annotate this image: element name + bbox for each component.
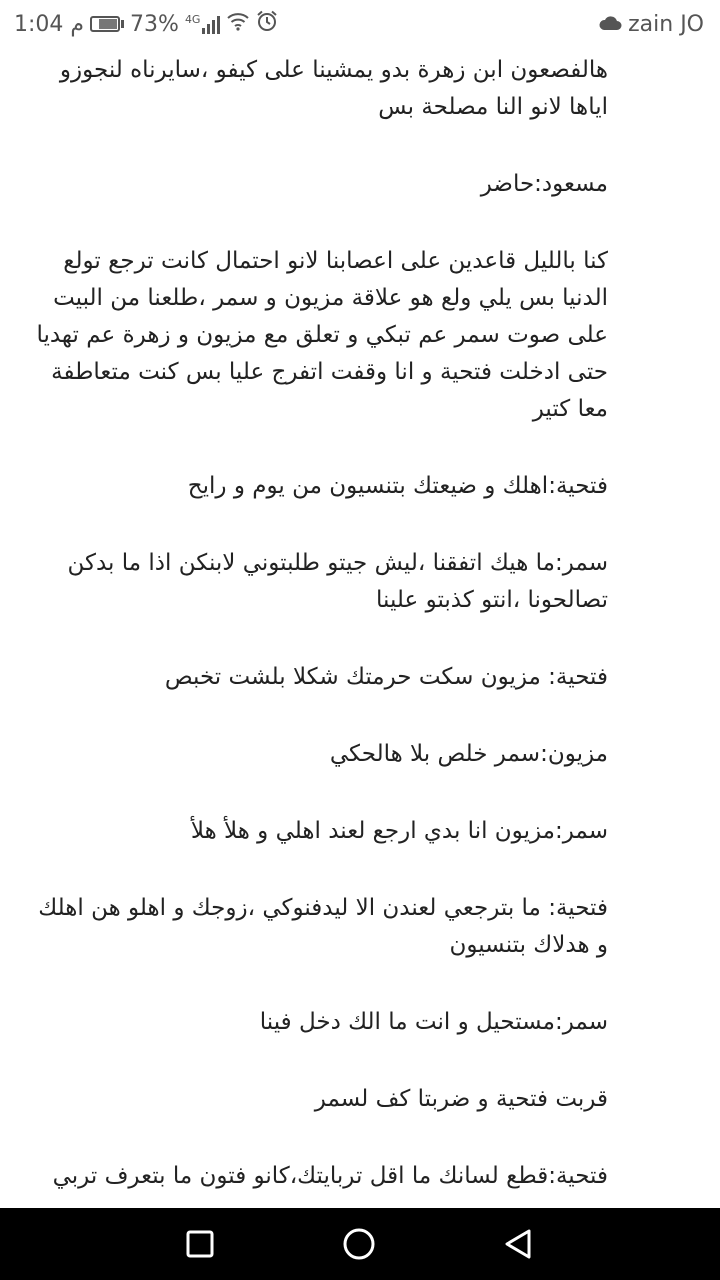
signal-icon [185,14,221,34]
battery-percent: 73% [130,11,179,37]
status-left [14,0,278,48]
story-paragraph: كنا بالليل قاعدين على اعصابنا لانو احتمال كانت ترجع تولع الدنيا بس يلي ولع هو علاقة مزيون و سمر ،طلعنا من البيت على صوت سمر عم تبكي و تعلق مع مزيون و زهرة عم تهديا حتى ادخلت فتحية و انا وقفت اتفرج عليا بس كنت متعاطفة معا كتير [36,248,608,422]
home-icon [341,1226,377,1262]
network-type: 4G [184,13,201,26]
recent-apps-icon [184,1228,216,1260]
story-paragraph: سمر:مستحيل و انت ما الك دخل فينا [259,1009,608,1035]
alarm-icon [256,10,278,38]
status-bar [0,0,720,48]
story-paragraph: قربت فتحية و ضربتا كف لسمر [314,1086,608,1112]
story-paragraph: سمر:ما هيك اتفقنا ،ليش جيتو طلبتوني لابنكن اذا ما بدكن تصالحونا ،انتو كذبتو علينا [67,550,608,613]
story-paragraph: هالفصعون ابن زهرة بدو يمشينا على كيفو ،سايرناه لنجوزو اياها لانو النا مصلحة بس [59,57,608,120]
recent-apps-button[interactable] [182,1226,218,1262]
story-paragraph: مسعود:حاضر [480,171,608,197]
wifi-icon [226,11,250,37]
home-button[interactable] [341,1226,377,1262]
back-button[interactable] [500,1226,536,1262]
status-right [598,0,704,48]
story-paragraph: فتحية:اهلك و ضيعتك بتنسيون من يوم و رايح [187,473,608,499]
story-content[interactable] [0,48,720,1198]
story-paragraph: فتحية: مزيون سكت حرمتك شكلا بلشت تخبص [164,664,608,690]
battery-icon [90,16,124,32]
story-paragraph: مزيون:سمر خلص بلا هالحكي [329,741,608,767]
story-paragraph: فتحية:قطع لسانك ما اقل تربايتك،كانو فتون ما بتعرف تربي [52,1163,608,1189]
back-icon [501,1227,535,1261]
navigation-bar [0,1208,720,1280]
clock: 1:04 م [14,11,85,37]
cloud-icon [598,12,622,37]
story-paragraph: سمر:مزيون انا بدي ارجع لعند اهلي و هلأ هلأ [190,818,608,844]
story-text [0,52,720,1232]
carrier-name: zain JO [628,11,704,37]
story-paragraph: فتحية: ما بترجعي لعندن الا ليدفنوكي ،زوجك و اهلو هن اهلك و هدلاك بتنسيون [38,895,608,958]
